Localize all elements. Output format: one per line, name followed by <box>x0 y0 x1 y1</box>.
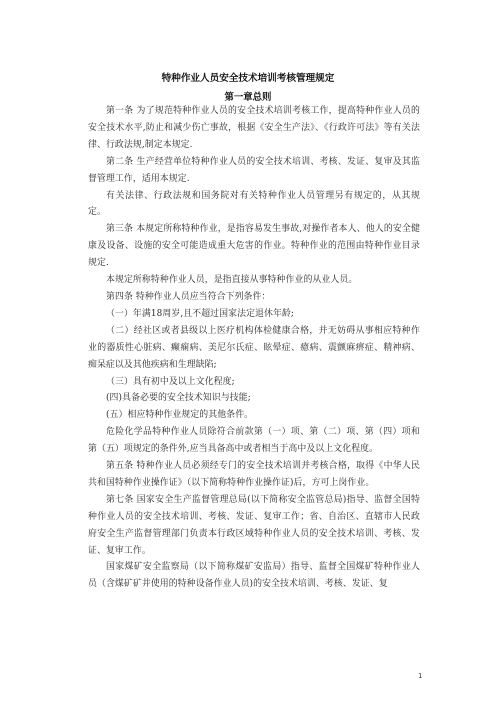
document-title: 特种作业人员安全技术培训考核管理规定 <box>161 73 335 84</box>
paragraph-hazardous-chemicals: 危险化学品特种作业人员除符合前款第（一）项、第（二）项、第（四）项和第（五）项规定的条件外,应当具备高中或者相当于高中及以上文化程度。 <box>88 427 420 455</box>
paragraph-article-5: 第五条 特种作业人员必须经专门的安全技术培训并考核合格，取得《中华人民共和国特种作业操作证》（以下简称特种作业操作证)后，方可上岗作业。 <box>88 461 420 488</box>
list-item-condition-4: (四)具备必要的安全技术知识与技能; <box>106 393 251 404</box>
list-item-condition-5: (五）相应特种作业规定的其他条件。 <box>106 410 254 421</box>
paragraph-definition: 本规定所称特种作业人员，是指直接从事特种作业的从业人员。 <box>106 275 358 286</box>
list-item-condition-2: （二）经社区或者县级以上医疗机构体检健康合格，并无妨碍从事相应特种作业的器质性心脏病、癫痫病、美尼尔氏症、眩晕症、癔病、震颤麻痹症、精神病、痴呆症以及其他疾病和生理缺陷; <box>88 325 420 370</box>
chapter-heading: 第一章总则 <box>224 92 272 103</box>
paragraph-article-2: 第二条 生产经营单位特种作业人员的安全技术培训、考核、发证、复审及其监督管理工作，适用本规定. <box>88 156 420 184</box>
paragraph-coal-mine: 国家煤矿安全监察局（以下简称煤矿安监局）指导、监督全国煤矿特种作业人员（含煤矿矿井使用的特种设备作业人员)的安全技术培训、考核、发证、复 <box>88 562 420 590</box>
page-number: 1 <box>418 672 423 680</box>
paragraph-article-3: 第三条 本规定所称特种作业，是指容易发生事故,对操作者本人、他人的安全健康及设备、设施的安全可能造成重大危害的作业。特种作业的范围由特种作业目录规定. <box>88 224 420 269</box>
paragraph-other-laws: 有关法律、行政法规和国务院对有关特种作业人员管理另有规定的，从其规定。 <box>88 190 420 218</box>
paragraph-article-1: 第一条 为了规范特种作业人员的安全技术培训考核工作，提高特种作业人员的安全技术水平,防止和减少伤亡事故，根据《安全生产法》、《行政许可法》等有关法律、行政法规,制定本规定. <box>88 106 420 150</box>
document-body <box>88 103 420 593</box>
paragraph-article-7: 第七条 国家安全生产监督管理总局(以下简称安全监管总局)指导、监督全国特种作业人员的安全技术培训、考核、发证、复审工作；省、自治区、直辖市人民政府安全生产监督管理部门负责本行政区域特种作业人员的安全技术培训、考核、发证、复审工作。 <box>88 494 420 556</box>
paragraph-article-4: 第四条 特种作业人员应当符合下列条件： <box>106 291 271 302</box>
list-item-condition-1: （一）年满18周岁,且不超过国家法定退休年龄; <box>106 308 295 319</box>
list-item-condition-3: （三）具有初中及以上文化程度; <box>106 376 235 387</box>
